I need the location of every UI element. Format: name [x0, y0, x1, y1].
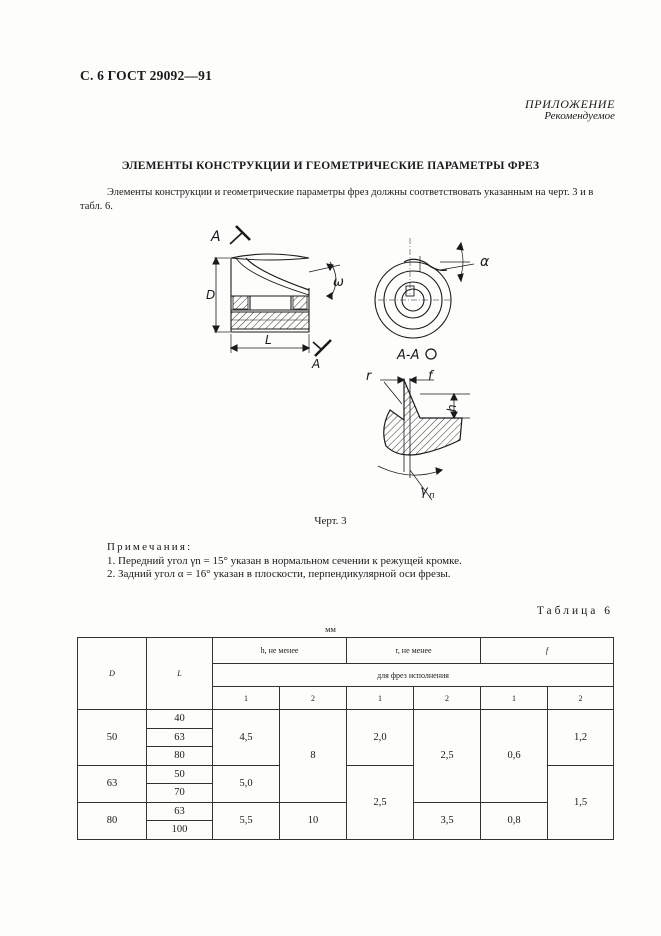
table-row: [78, 802, 614, 821]
label-f: f: [428, 369, 433, 384]
cell-f2: 1,2: [548, 710, 614, 766]
cell-l: 100: [147, 821, 213, 840]
cell-l: 80: [147, 747, 213, 766]
label-section-title: A-A: [397, 348, 420, 363]
notes-heading: Примечания:: [107, 541, 193, 553]
cell-h1: 5,0: [213, 765, 280, 802]
cell-d: 63: [78, 765, 147, 802]
technical-drawing: [0, 215, 661, 515]
label-length: L: [265, 333, 272, 347]
appendix-label: [525, 98, 615, 122]
table-title: Таблица 6: [536, 605, 613, 617]
cutter-side-view: [213, 226, 340, 356]
exec-number: 1: [481, 687, 548, 710]
figure-caption: Черт. 3: [314, 515, 347, 527]
cell-f1: 0,8: [481, 802, 548, 839]
exec-number: 2: [414, 687, 481, 710]
intro-paragraph: Элементы конструкции и геометрические параметры фрез должны соответствовать указанным на черт. 3 и в табл. 6.: [80, 187, 594, 212]
table-units: мм: [325, 624, 336, 634]
cell-l: 70: [147, 784, 213, 803]
cutter-end-view: [375, 238, 474, 359]
exec-number: 1: [213, 687, 280, 710]
cell-l: 50: [147, 765, 213, 784]
cell-f2: 1,5: [548, 765, 614, 839]
cell-r1: 2,5: [347, 765, 414, 839]
exec-number: 2: [280, 687, 347, 710]
parameters-table: [77, 637, 614, 840]
label-section-a-top: A: [211, 229, 221, 245]
note-item: 2. Задний угол α = 16° указан в плоскости, перпендикулярной оси фрезы.: [107, 568, 451, 580]
label-omega: ω: [333, 275, 344, 290]
cell-d: 50: [78, 710, 147, 766]
notes-block: [107, 541, 462, 582]
note-item: 1. Передний угол γn = 15° указан в нормальном сечении к режущей кромке.: [107, 554, 462, 567]
header-execution: для фрез исполнения: [213, 664, 614, 687]
label-diameter: D: [206, 288, 216, 302]
cell-l: 40: [147, 710, 213, 729]
header-l: L: [147, 638, 213, 710]
exec-number: 1: [347, 687, 414, 710]
section-detail: [378, 377, 470, 500]
header-h: h, не менее: [213, 638, 347, 664]
cell-r2: 2,5: [414, 710, 481, 803]
cell-h1: 5,5: [213, 802, 280, 839]
header-f: f: [481, 638, 614, 664]
label-gamma-sub: n: [429, 491, 435, 501]
label-h: h: [445, 404, 459, 412]
header-r: r, не менее: [347, 638, 481, 664]
cell-h2: 10: [280, 802, 347, 839]
document-title: ЭЛЕМЕНТЫ КОНСТРУКЦИИ И ГЕОМЕТРИЧЕСКИЕ ПАРАМЕТРЫ ФРЕЗ: [121, 160, 540, 172]
appendix-title: ПРИЛОЖЕНИЕ: [525, 97, 615, 111]
appendix-note: Рекомендуемое: [544, 110, 615, 122]
label-r: r: [366, 369, 372, 384]
label-gamma: γ: [420, 484, 428, 499]
cell-h2: 8: [280, 710, 347, 803]
page-header: С. 6 ГОСТ 29092—91: [80, 68, 213, 83]
label-section-a-bottom: A: [312, 357, 321, 371]
cell-l: 63: [147, 802, 213, 821]
cell-d: 80: [78, 802, 147, 839]
cell-h1: 4,5: [213, 710, 280, 766]
cell-l: 63: [147, 728, 213, 747]
table-row: [78, 710, 614, 729]
header-d: D: [78, 638, 147, 710]
cell-f1: 0,6: [481, 710, 548, 803]
cell-r1: 2,0: [347, 710, 414, 766]
cell-r2: 3,5: [414, 802, 481, 839]
label-alpha: α: [480, 254, 490, 270]
exec-number: 2: [548, 687, 614, 710]
